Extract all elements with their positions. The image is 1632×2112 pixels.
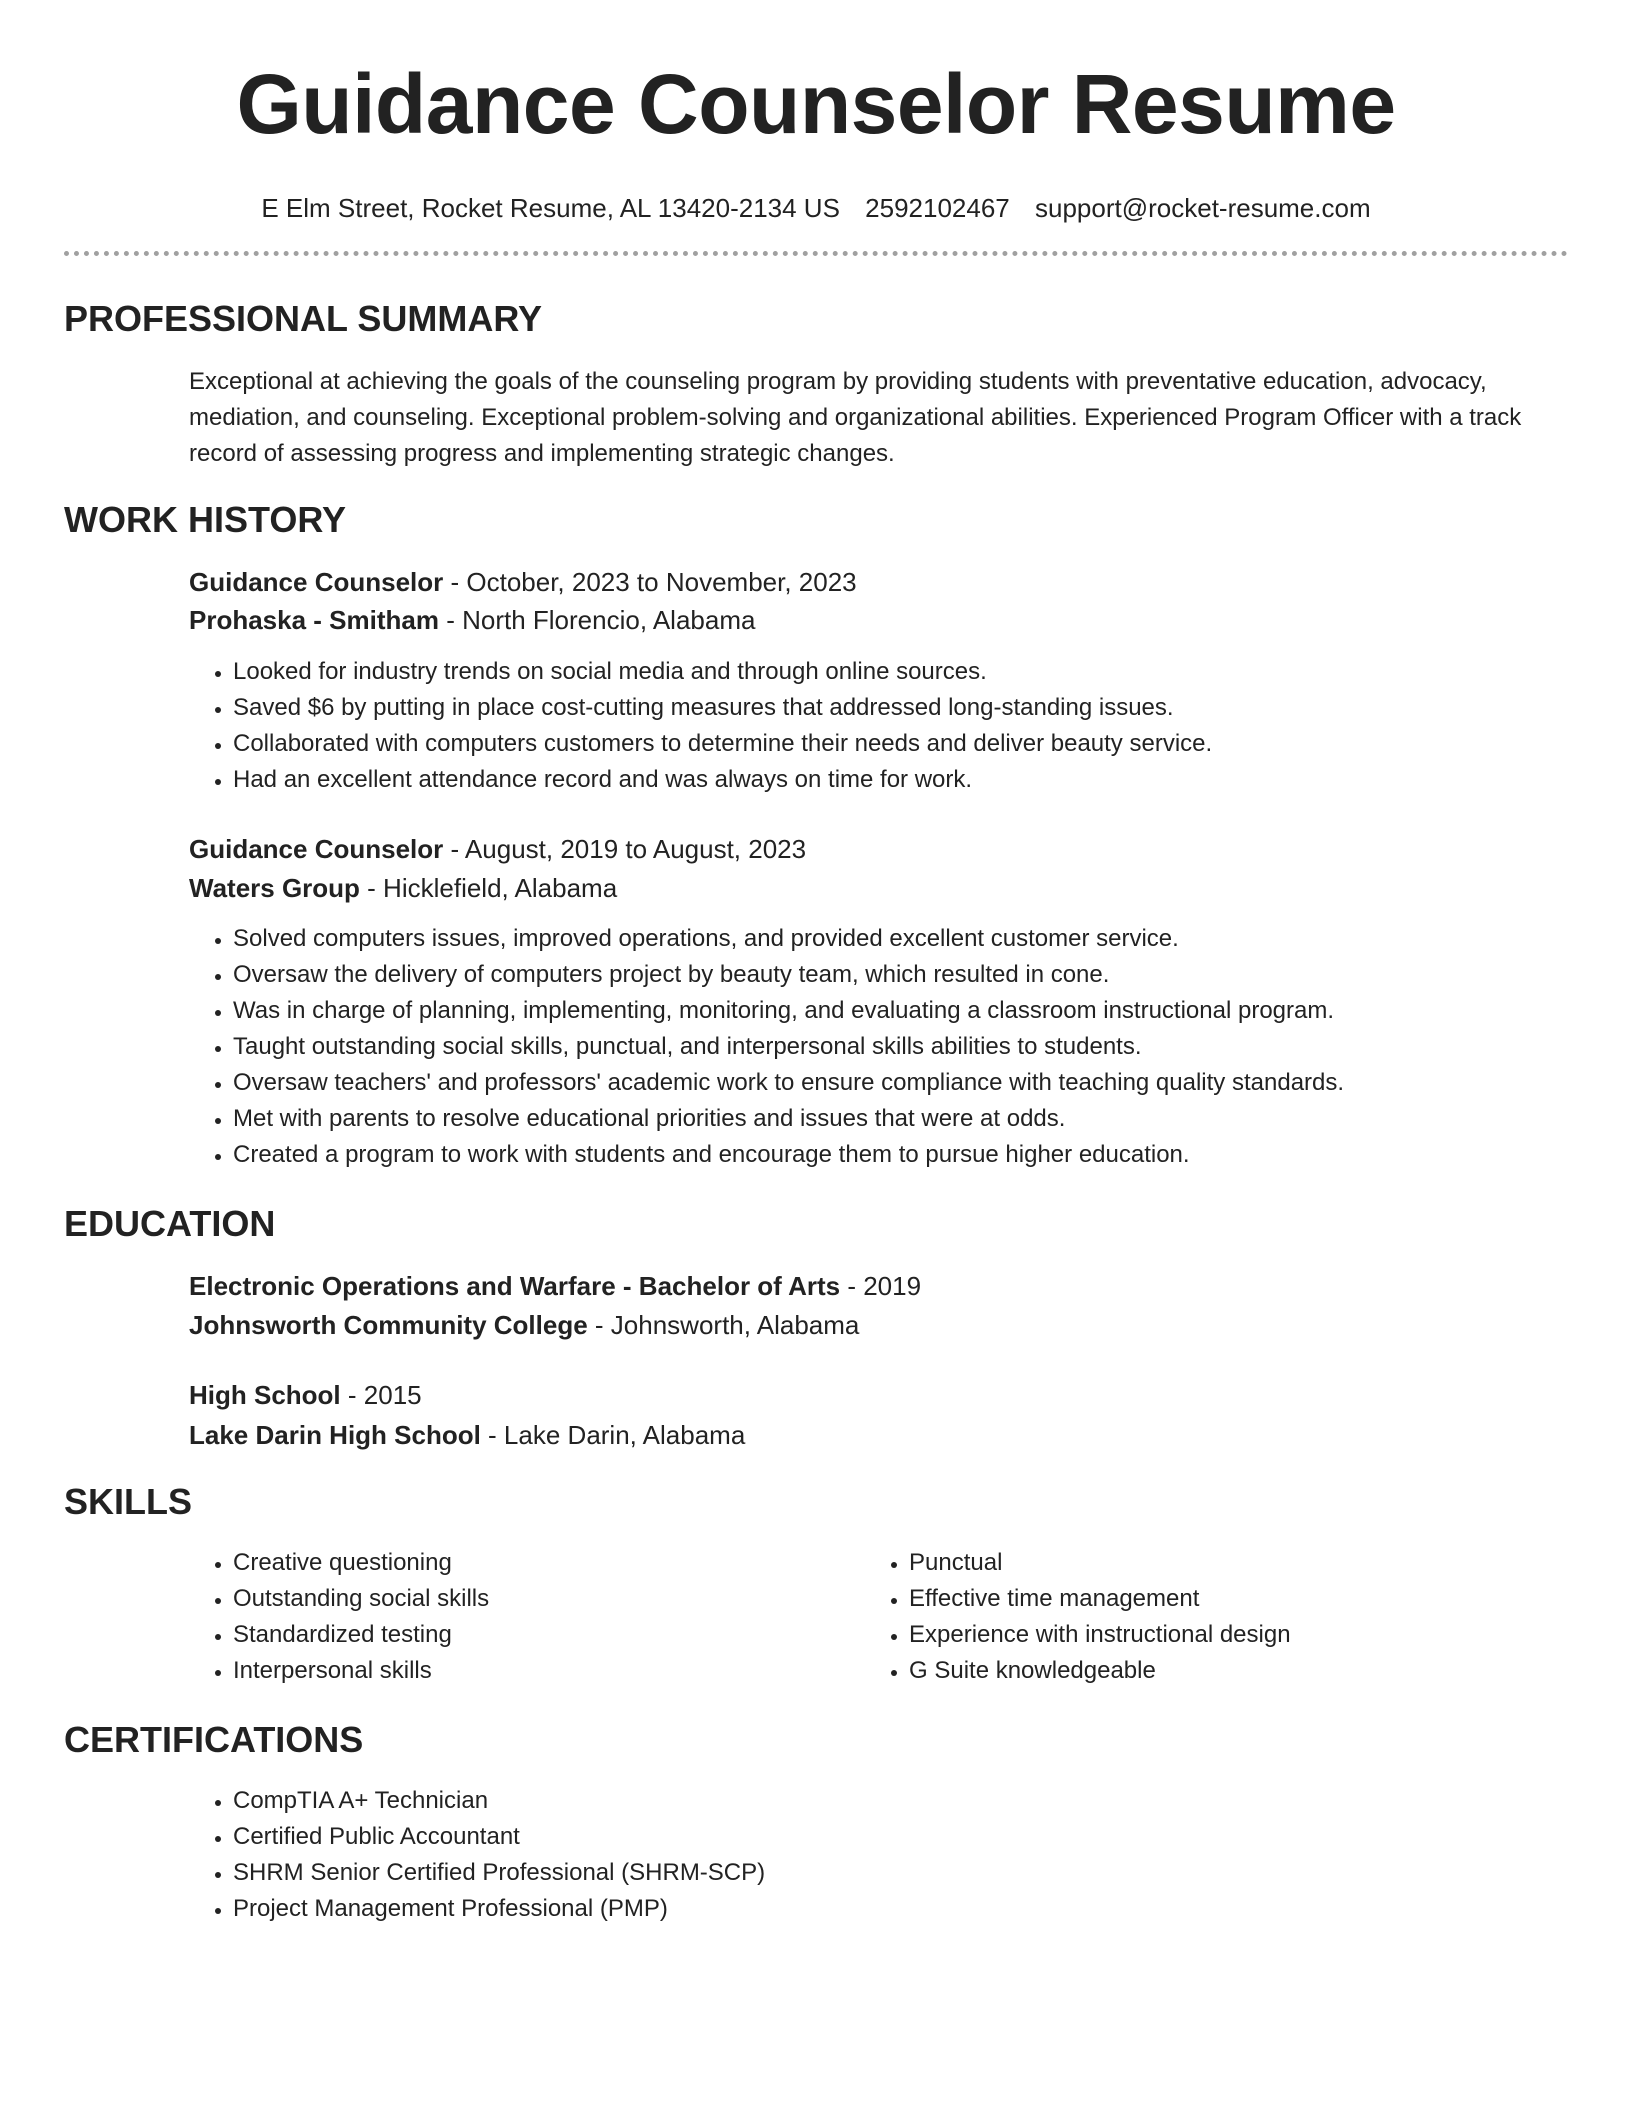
education-school-line xyxy=(189,1417,745,1453)
education-school: Johnsworth Community College xyxy=(189,1310,588,1340)
job-dates: - October, 2023 to November, 2023 xyxy=(443,567,857,597)
job-dates: - August, 2019 to August, 2023 xyxy=(443,834,807,864)
job-company-line xyxy=(189,602,755,638)
job-title-line xyxy=(189,564,857,600)
list-item: • Was in charge of planning, implementing, monitoring, and evaluating a classroom instructional program. xyxy=(233,993,1344,1029)
job-bullets xyxy=(189,654,1212,798)
header-divider xyxy=(64,251,1568,256)
skill-item: • Effective time management xyxy=(909,1581,1291,1617)
summary-text: Exceptional at achieving the goals of the counseling program by providing students with preventative education, advocacy, mediation, and counseling. Exceptional problem-solving and organizational abilities. Experienced Program Officer with a track record of assessing progress and implementing strategic changes. xyxy=(189,368,1522,467)
skill-item: • Experience with instructional design xyxy=(909,1617,1291,1653)
list-item: • Solved computers issues, improved operations, and provided excellent customer service. xyxy=(233,921,1344,957)
job-title-line xyxy=(189,831,806,867)
job-company: Prohaska - Smitham xyxy=(189,605,439,635)
resume-header xyxy=(0,0,1632,224)
job-location: - North Florencio, Alabama xyxy=(438,605,756,635)
education-degree: Electronic Operations and Warfare - Bachelor of Arts xyxy=(189,1271,841,1301)
list-item: • Collaborated with computers customers to determine their needs and deliver beauty service. xyxy=(233,726,1212,762)
list-item: • Looked for industry trends on social media and through online sources. xyxy=(233,654,1212,690)
skill-item: • Standardized testing xyxy=(233,1617,489,1653)
job-bullets xyxy=(189,921,1344,1173)
job-location: - Hicklefield, Alabama xyxy=(359,873,618,903)
job-title: Guidance Counselor xyxy=(189,834,444,864)
job-company-line xyxy=(189,870,617,906)
education-heading: EDUCATION xyxy=(64,1203,276,1244)
education-location: - Johnsworth, Alabama xyxy=(587,1310,860,1340)
list-item: • Taught outstanding social skills, punctual, and interpersonal skills abilities to students. xyxy=(233,1029,1344,1065)
skill-item: • G Suite knowledgeable xyxy=(909,1653,1291,1689)
list-item: • Created a program to work with students and encourage them to pursue higher education. xyxy=(233,1137,1344,1173)
education-year: - 2015 xyxy=(340,1380,422,1410)
skills-heading: SKILLS xyxy=(64,1481,193,1522)
job-company: Waters Group xyxy=(189,873,360,903)
contact-phone: 2592102467 xyxy=(865,193,1010,223)
education-school: Lake Darin High School xyxy=(189,1420,481,1450)
skill-item: • Outstanding social skills xyxy=(233,1581,489,1617)
education-degree: High School xyxy=(189,1380,341,1410)
list-item: • Had an excellent attendance record and was always on time for work. xyxy=(233,762,1212,798)
list-item: • Saved $6 by putting in place cost-cutting measures that addressed long-standing issues. xyxy=(233,690,1212,726)
education-degree-line xyxy=(189,1268,921,1304)
education-degree-line xyxy=(189,1377,422,1413)
certifications-heading: CERTIFICATIONS xyxy=(64,1719,364,1760)
education-school-line xyxy=(189,1307,859,1343)
work-history-heading: WORK HISTORY xyxy=(64,499,347,540)
certification-item: • CompTIA A+ Technician xyxy=(233,1783,765,1819)
skills-list-left xyxy=(189,1545,489,1689)
contact-line xyxy=(0,192,1632,224)
certifications-list xyxy=(189,1783,765,1927)
list-item: • Met with parents to resolve educational priorities and issues that were at odds. xyxy=(233,1101,1344,1137)
summary-heading: PROFESSIONAL SUMMARY xyxy=(64,298,543,339)
skill-item: • Punctual xyxy=(909,1545,1291,1581)
education-year: - 2019 xyxy=(840,1271,922,1301)
skill-item: • Interpersonal skills xyxy=(233,1653,489,1689)
education-location: - Lake Darin, Alabama xyxy=(480,1420,746,1450)
page-title: Guidance Counselor Resume xyxy=(236,57,1396,151)
certification-item: • Project Management Professional (PMP) xyxy=(233,1891,765,1927)
contact-address: E Elm Street, Rocket Resume, AL 13420-2134 US xyxy=(261,193,840,223)
certification-item: • Certified Public Accountant xyxy=(233,1819,765,1855)
list-item: • Oversaw teachers' and professors' academic work to ensure compliance with teaching quality standards. xyxy=(233,1065,1344,1101)
job-title: Guidance Counselor xyxy=(189,567,444,597)
skills-list-right xyxy=(865,1545,1291,1689)
certification-item: • SHRM Senior Certified Professional (SHRM-SCP) xyxy=(233,1855,765,1891)
list-item: • Oversaw the delivery of computers project by beauty team, which resulted in cone. xyxy=(233,957,1344,993)
contact-email: support@rocket-resume.com xyxy=(1035,193,1371,223)
skill-item: • Creative questioning xyxy=(233,1545,489,1581)
